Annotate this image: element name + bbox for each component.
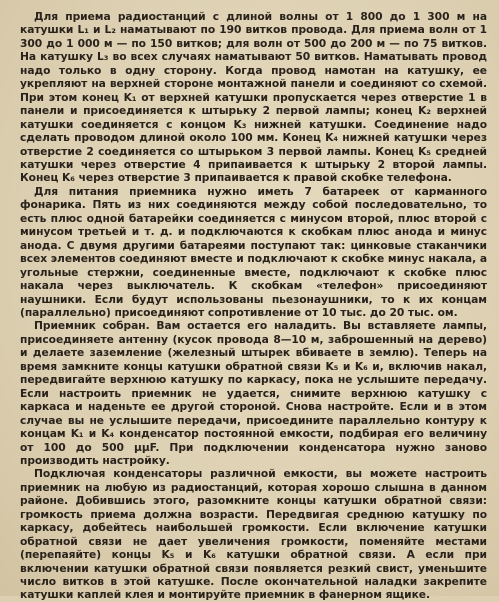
- paragraph-tuning: Приемник собран. Вам остается его наладить. Вы вставляете лампы, присоединяете антенну (кусок провода 8—10 м, заброшенный на дерево) и делаете заземление (железный штырек вбиваете в землю). Теперь на время замкните концы катушки обратной связи K₅ и K₆ и, включив накал, передвигайте верхнюю катушку по каркасу, пока не услышите передачу. Если настроить приемник не удается, снимите верхнюю катушку с каркаса и наденьте ее другой стороной. Снова настройте. Если и в этом случае вы не услышите передачи, присоедините параллельно контуру к концам K₁ и K₄ конденсатор постоянной емкости, подбирая его величину от 100 до 500 μμF. При подключении конденсатора нужно заново производить настройку.: [20, 319, 487, 467]
- paragraph-final-adjustment: Подключая конденсаторы различной емкости, вы можете настроить приемник на любую из радиостанций, которая хорошо слышна в данном районе. Добившись этого, разомкните концы катушки обратной связи: громкость приема должна возрасти. Передвигая среднюю катушку по каркасу, добейтесь наибольшей громкости. Если включение катушки обратной связи не дает увеличения громкости, поменяйте местами (перепаяйте) концы K₅ и K₆ катушки обратной связи. А если при включении катушки обратной связи появляется резкий свист, уменьшите число витков в этой катушке. После окончательной наладки закрепите катушки каплей клея и монтируйте приемник в фанерном ящике.: [20, 467, 487, 602]
- paragraph-power-supply: Для питания приемника нужно иметь 7 батареек от карманного фонарика. Пять из них соединяются между собой последовательно, то есть плюс одной батарейки соединяется с минусом второй, плюс второй с минусом третьей и т. д. и подключаются к скобкам плюс анода и минус анода. С двумя другими батареями поступают так: цинковые стаканчики всех элементов соединяют вместе и подключают к скобке минус накала, а угольные стержни, соединенные вместе, подключают к скобке плюс накала через выключатель. К скобкам «телефон» присоединяют наушники. Если будут использованы пьезонаушники, то к их концам (параллельно) присоединяют сопротивление от 10 тыс. до 20 тыс. ом.: [20, 184, 487, 319]
- paragraph-coil-winding: Для приема радиостанций с длиной волны от 1 800 до 1 300 м на катушки L₁ и L₂ наматывают по 190 витков провода. Для приема волн от 1 300 до 1 000 м — по 150 витков; для волн от 500 до 200 м — по 75 витков. На катушку L₃ во всех случаях наматывают 50 витков. Наматывать провод надо только в одну сторону. Когда провод намотан на катушку, ее укрепляют на верхней стороне монтажной панели и соединяют со схемой. При этом конец K₁ от верхней катушки пропускается через отверстие 1 в панели и присоединяется к штырьку 2 первой лампы; конец K₂ верхней катушки соединяется с концом K₃ нижней катушки. Соединение надо сделать проводом длиной около 100 мм. Конец K₄ нижней катушки через отверстие 2 соединяется со штырьком 3 первой лампы. Конец K₅ средней катушки через отверстие 4 припаивается к штырьку 2 второй лампы. Конец K₆ через отверстие 3 припаивается к правой скобке телефона.: [20, 10, 487, 185]
